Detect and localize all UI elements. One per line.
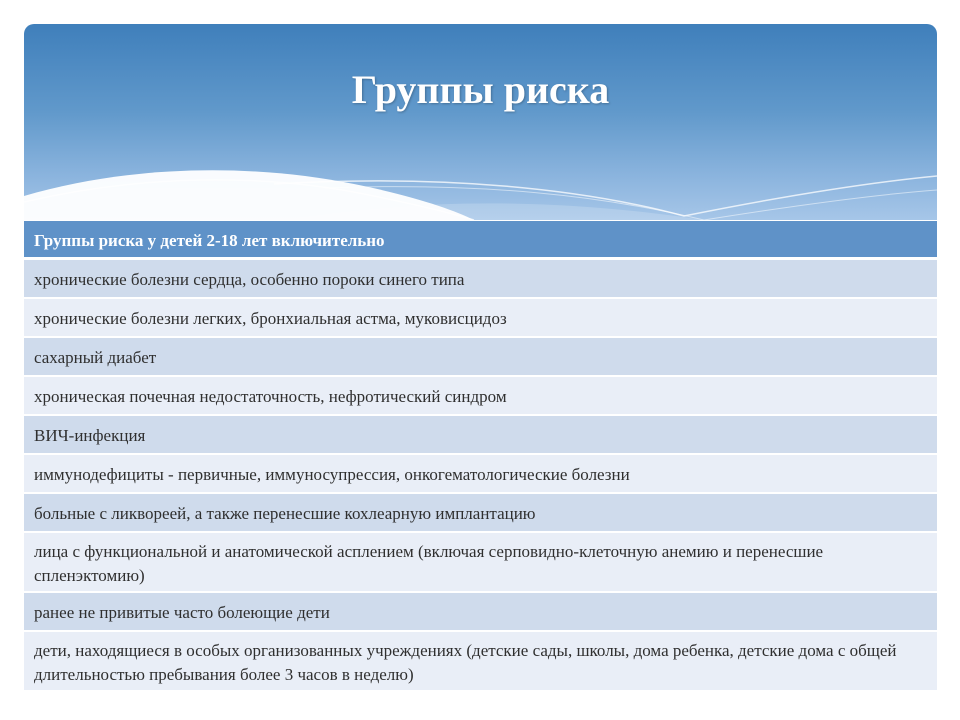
page-title: Группы риска: [351, 67, 610, 112]
table-row: иммунодефициты - первичные, иммуносупрессия, онкогематологические болезни: [24, 455, 937, 494]
table-row: лица с функциональной и анатомической асплением (включая серповидно-клеточную анемию и перенесшие спленэктомию): [24, 533, 937, 593]
table-header: Группы риска у детей 2-18 лет включительно: [24, 221, 937, 260]
table-row: дети, находящиеся в особых организованных учреждениях (детские сады, школы, дома ребенка, детские дома с общей длительностью пребывания более 3 часов в неделю): [24, 632, 937, 692]
wave-decoration: [24, 24, 937, 220]
table-row: ранее не привитые часто болеющие дети: [24, 593, 937, 632]
table-row: хроническая почечная недостаточность, нефротический синдром: [24, 377, 937, 416]
table-row: больные с ликвореей, а также перенесшие кохлеарную имплантацию: [24, 494, 937, 533]
table-row: сахарный диабет: [24, 338, 937, 377]
risk-groups-table: [24, 221, 937, 692]
title-banner: [24, 24, 937, 220]
table-row: ВИЧ-инфекция: [24, 416, 937, 455]
table-row: хронические болезни сердца, особенно пороки синего типа: [24, 260, 937, 299]
table-row: хронические болезни легких, бронхиальная астма, муковисцидоз: [24, 299, 937, 338]
